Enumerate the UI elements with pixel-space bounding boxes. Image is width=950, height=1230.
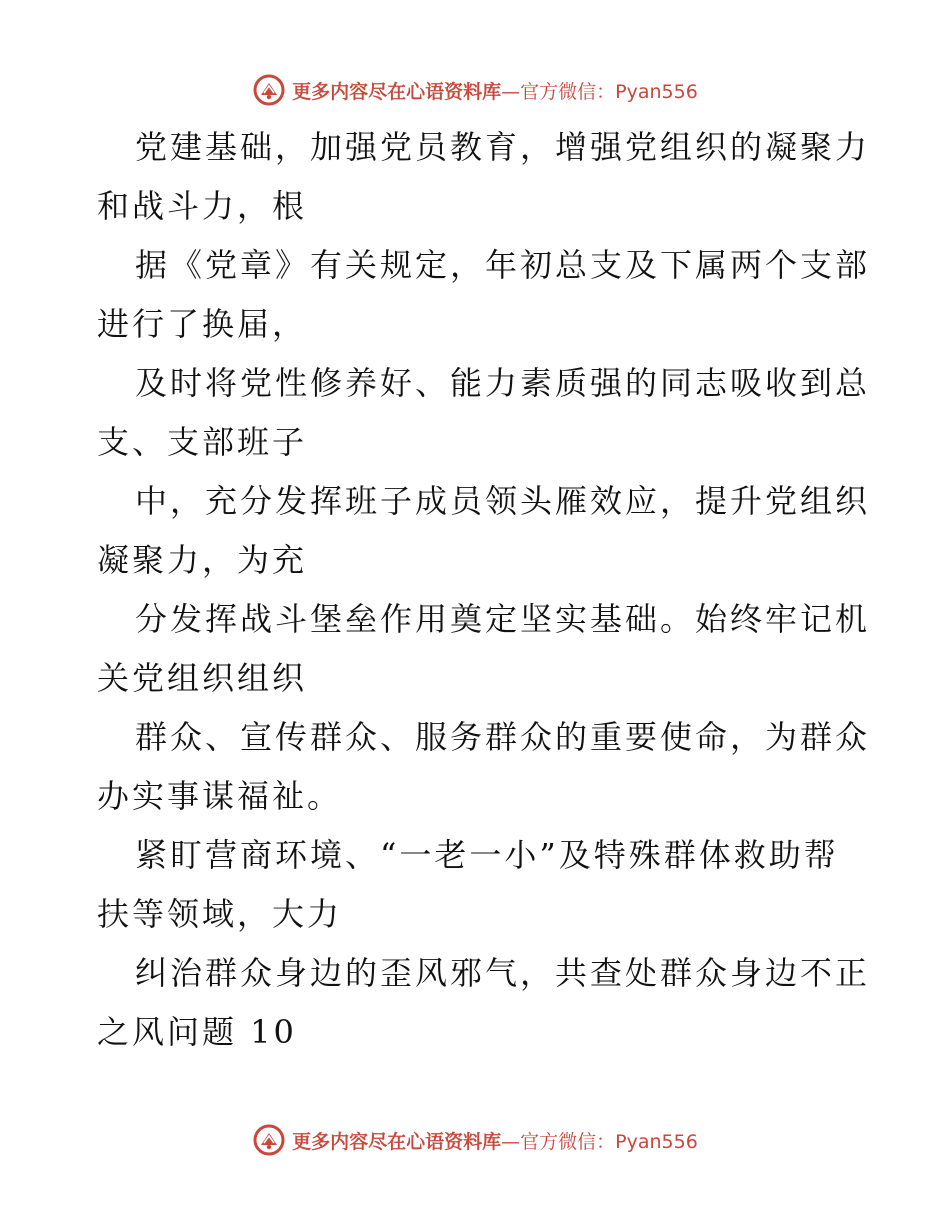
watermark-wechat: 官方微信：Pyan556 xyxy=(520,1130,698,1153)
body-line: 群众、宣传群众、服务群众的重要使命，为群众 xyxy=(135,718,871,756)
watermark-library: 更多内容尽在心语资料库 xyxy=(292,1130,502,1153)
header-watermark xyxy=(0,70,950,110)
document-body xyxy=(97,118,871,1062)
watermark-text xyxy=(292,1127,698,1154)
body-line: 扶等领域，大力 xyxy=(97,895,343,933)
body-line: 之风问题 10 xyxy=(97,1013,297,1051)
body-line: 中，充分发挥班子成员领头雁效应，提升党组织 xyxy=(135,482,871,520)
body-line: 纠治群众身边的歪风邪气，共查处群众身边不正 xyxy=(135,954,871,992)
watermark-text xyxy=(292,77,698,104)
footer-watermark xyxy=(0,1120,950,1160)
body-line: 党建基础，加强党员教育，增强党组织的凝聚力 xyxy=(135,128,871,166)
watermark-wechat: 官方微信：Pyan556 xyxy=(520,80,698,103)
body-line: 分发挥战斗堡垒作用奠定坚实基础。始终牢记机 xyxy=(135,600,871,638)
book-logo-icon xyxy=(252,73,286,107)
watermark-library: 更多内容尽在心语资料库 xyxy=(292,80,502,103)
body-line: 据《党章》有关规定，年初总支及下属两个支部 xyxy=(135,246,871,284)
body-line: 关党组织组织 xyxy=(97,659,308,697)
body-line: 和战斗力，根 xyxy=(97,187,308,225)
body-line: 支、支部班子 xyxy=(97,423,308,461)
body-line: 凝聚力，为充 xyxy=(97,541,308,579)
watermark-separator: — xyxy=(501,80,521,103)
body-line: 进行了换届， xyxy=(97,305,308,343)
body-line: 紧盯营商环境、“一老一小”及特殊群体救助帮 xyxy=(135,836,839,874)
watermark-separator: — xyxy=(501,1130,521,1153)
book-logo-icon xyxy=(252,1123,286,1157)
body-line: 办实事谋福祉。 xyxy=(97,777,343,815)
body-line: 及时将党性修养好、能力素质强的同志吸收到总 xyxy=(135,364,871,402)
